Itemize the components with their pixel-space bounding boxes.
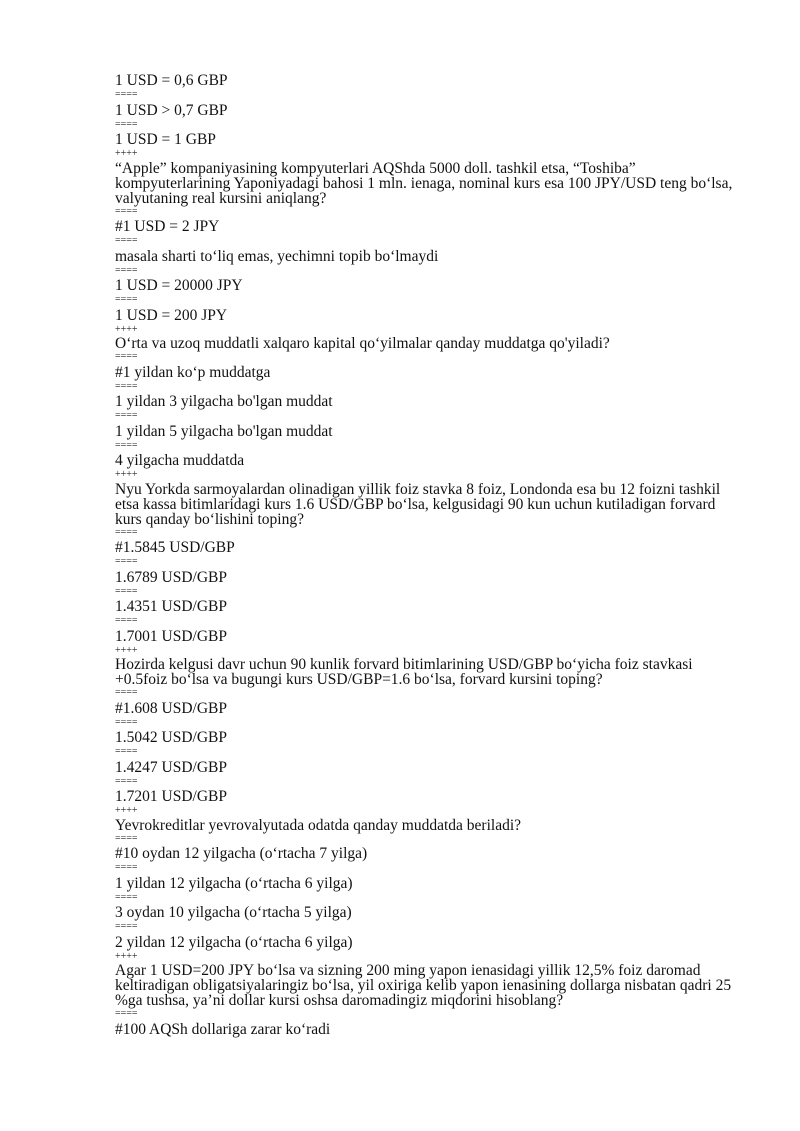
answer-option: 1 yildan 3 yilgacha bo'lgan muddat bbox=[115, 393, 333, 410]
answer-option: 1 USD = 200 JPY bbox=[115, 306, 228, 324]
answer-option: 1 yildan 12 yilgacha (o‘rtacha 6 yilga) bbox=[115, 874, 353, 892]
answer-option: 4 yilgacha muddatda bbox=[115, 452, 245, 469]
answer-option: 1.4351 USD/GBP bbox=[115, 598, 227, 615]
separator-line: ==== bbox=[115, 526, 138, 538]
question-text: Agar 1 USD=200 JPY bo‘lsa va sizning 200 ming yapon ienasidagi yillik 12,5% foiz daromad keltiradigan obligatsiyalaringiz bo‘lsa, yil oxiriga kelib yapon ienasining dollarga nisbatan qadri 25 %ga tushsa, ya’ni dollar kursi oshsa daromadingiz miqdorini hisoblang? bbox=[115, 962, 735, 1009]
separator-line: ==== bbox=[115, 556, 138, 567]
separator-line: ==== bbox=[115, 585, 138, 597]
separator-line: ++++ bbox=[115, 644, 138, 656]
separator-line: ==== bbox=[115, 891, 138, 903]
separator-line: ==== bbox=[115, 264, 138, 276]
separator-line: ==== bbox=[115, 351, 138, 362]
answer-option: 1.6789 USD/GBP bbox=[115, 568, 227, 586]
separator-line: ++++ bbox=[115, 469, 138, 480]
answer-option: 3 oydan 10 yilgacha (o‘rtacha 5 yilga) bbox=[115, 904, 352, 921]
separator-line: ++++ bbox=[115, 950, 138, 962]
separator-line: ==== bbox=[115, 380, 138, 392]
answer-option: 1 USD = 20000 JPY bbox=[115, 277, 243, 294]
separator-line: ==== bbox=[115, 746, 138, 757]
question-text: O‘rta va uzoq muddatli xalqaro kapital qo‘yilmalar qanday muddatga qo'yiladi? bbox=[115, 335, 610, 352]
separator-line: ==== bbox=[115, 615, 138, 626]
separator-line: ++++ bbox=[115, 323, 138, 335]
separator-line: ==== bbox=[115, 716, 138, 728]
separator-line: ==== bbox=[115, 410, 138, 421]
answer-option: 1.5042 USD/GBP bbox=[115, 729, 227, 746]
separator-line: ++++ bbox=[115, 805, 138, 816]
separator-line: ==== bbox=[115, 439, 138, 451]
separator-line: ==== bbox=[115, 89, 138, 100]
question-text: Nyu Yorkda sarmoyalardan olinadigan yillik foiz stavka 8 foiz, Londonda esa bu 12 foizni tashkil etsa kassa bitimlaridagi kurs 1.6 USD/GBP bo‘lsa, kelgusidagi 90 kun uchun kutiladigan forvard kurs qanday bo‘lishini toping? bbox=[115, 480, 725, 528]
separator-line: ==== bbox=[115, 775, 138, 787]
answer-option: 1 yildan 5 yilgacha bo'lgan muddat bbox=[115, 422, 333, 440]
correct-answer-option: #1 yildan ko‘p muddatga bbox=[115, 363, 271, 381]
separator-line: ==== bbox=[115, 294, 138, 305]
correct-answer-option: #100 AQSh dollariga zarar ko‘radi bbox=[115, 1020, 331, 1038]
separator-line: ==== bbox=[115, 687, 138, 698]
separator-line: ==== bbox=[115, 832, 138, 844]
question-text: Hozirda kelgusi davr uchun 90 kunlik forvard bitimlarining USD/GBP bo‘yicha foiz stavkasi +0.5foiz bo‘lsa va bugungi kurs USD/GBP=1.6 bo‘lsa, forvard kursini toping? bbox=[115, 656, 697, 688]
answer-option: 1 USD > 0,7 GBP bbox=[115, 101, 228, 119]
separator-line: ==== bbox=[115, 862, 138, 873]
answer-option: 1 USD = 0,6 GBP bbox=[115, 72, 228, 89]
correct-answer-option: #10 oydan 12 yilgacha (o‘rtacha 7 yilga) bbox=[115, 845, 368, 862]
separator-line: ==== bbox=[115, 1008, 138, 1019]
separator-line: ==== bbox=[115, 921, 138, 932]
question-text: Yevrokreditlar yevrovalyutada odatda qanday muddatda beriladi? bbox=[115, 816, 522, 834]
test-document bbox=[115, 72, 745, 1038]
separator-line: ++++ bbox=[115, 148, 138, 159]
answer-option: masala sharti to‘liq emas, yechimni topib bo‘lmaydi bbox=[115, 247, 439, 265]
answer-option: 1.7201 USD/GBP bbox=[115, 788, 227, 805]
question-text: “Apple” kompaniyasining kompyuterlari AQShda 5000 doll. tashkil etsa, “Toshiba” kompyuterlarining Yaponiyadagi bahosi 1 mln. ienaga, nominal kurs esa 100 JPY/USD teng bo‘lsa, valyutaning real kursini aniqlang? bbox=[115, 159, 737, 207]
answer-option: 1.4247 USD/GBP bbox=[115, 758, 227, 776]
answer-option: 1.7001 USD/GBP bbox=[115, 627, 227, 645]
separator-line: ==== bbox=[115, 118, 138, 130]
separator-line: ==== bbox=[115, 235, 138, 246]
answer-option: 2 yildan 12 yilgacha (o‘rtacha 6 yilga) bbox=[115, 933, 353, 951]
answer-option: 1 USD = 1 GBP bbox=[115, 131, 216, 148]
correct-answer-option: #1.5845 USD/GBP bbox=[115, 539, 235, 556]
separator-line: ==== bbox=[115, 205, 138, 217]
correct-answer-option: #1.608 USD/GBP bbox=[115, 699, 227, 717]
correct-answer-option: #1 USD = 2 JPY bbox=[115, 218, 220, 235]
